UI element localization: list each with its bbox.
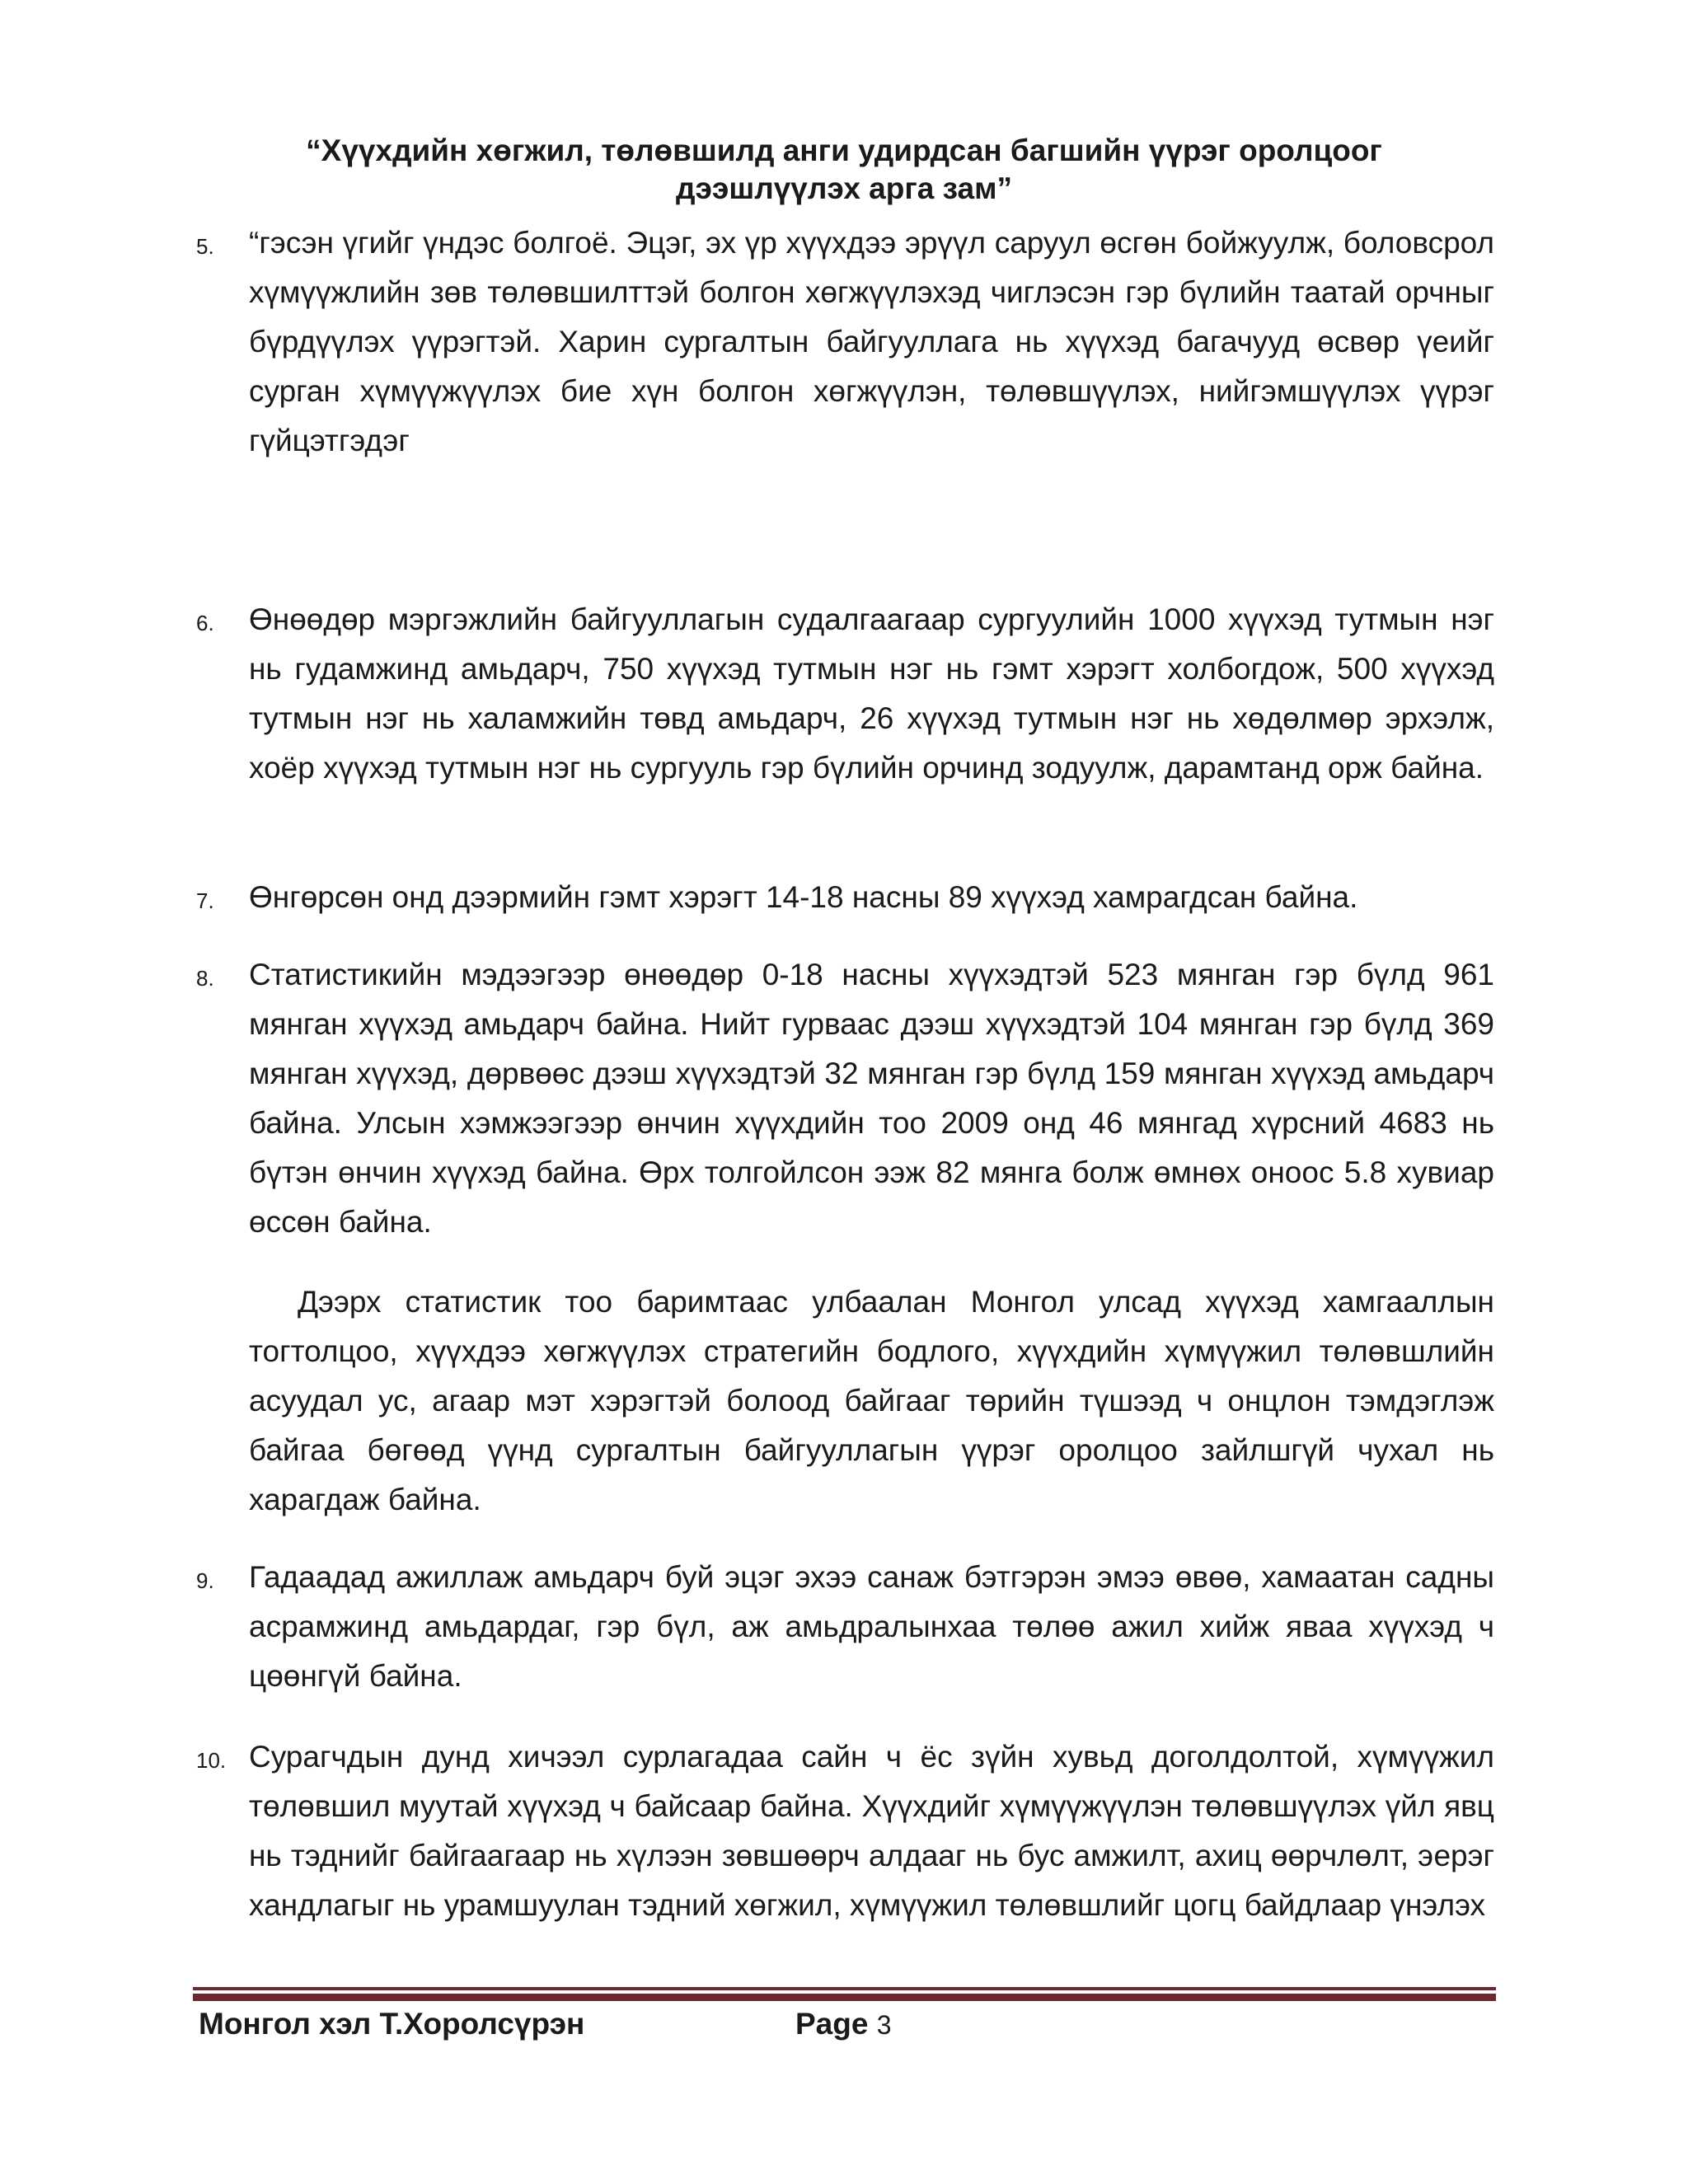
footer-page-number: 3 [876,2010,892,2040]
footer-author: Монгол хэл Т.Хоролсүрэн [199,2007,585,2041]
list-item-10 [196,1732,1494,1930]
list-item-7 [196,873,1494,922]
footer-rule-thick [193,1994,1496,2001]
statistics-summary-paragraph: Дээрх статистик тоо баримтаас улбаалан Монгол улсад хүүхэд хамгааллын тогтолцоо, хүүхдээ хөгжүүлэх стратегийн бодлого, хүүхдийн хүмүүжил төлөвшлийн асуудал ус, агаар мэт хэрэгтэй болоод байгааг төрийн түшээд ч онцлон тэмдэглэж байгаа бөгөөд үүнд сургалтын байгууллагын үүрэг оролцоо зайлшгүй чухал нь харагдаж байна. [249,1285,1494,1516]
footer-rule-thin [193,1987,1496,1990]
list-item-5 [196,218,1494,466]
list-item-8 [196,950,1494,1247]
footer-page [795,2007,892,2041]
list-item-9 [196,1553,1494,1701]
list-item-number: 5. [196,234,214,259]
list-item-text: “гэсэн үгийг үндэс болгоё. Эцэг, эх үр хүүхдээ эрүүл саруул өсгөн бойжуулж, боловсрол хүмүүжлийн зөв төлөвшилттэй болгон хөгжүүлэхэд чиглэсэн гэр бүлийн таатай орчныг бүрдүүлэх үүрэгтэй. Харин сургалтын байгууллага нь хүүхэд багачууд өсвөр үеийг сурган хүмүүжүүлэх бие хүн болгон хөгжүүлэн, төлөвшүүлэх, нийгэмшүүлэх үүрэг гүйцэтгэдэг [249,226,1494,457]
list-item-number: 7. [196,888,214,913]
document-title [0,132,1688,208]
list-item-text: Статистикийн мэдээгээр өнөөдөр 0-18 насны хүүхэдтэй 523 мянган гэр бүлд 961 мянган хүүхэд амьдарч байна. Нийт гурваас дээш хүүхэдтэй 104 мянган гэр бүлд 369 мянган хүүхэд, дөрвөөс дээш хүүхэдтэй 32 мянган гэр бүлд 159 мянган хүүхэд амьдарч байна. Улсын хэмжээгээр өнчин хүүхдийн тоо 2009 онд 46 мянгад хүрсний 4683 нь бүтэн өнчин хүүхэд байна. Өрх толгойлсон ээж 82 мянга болж өмнөх оноос 5.8 хувиар өссөн байна. [249,958,1494,1239]
list-item-text: Гадаадад ажиллаж амьдарч буй эцэг эхээ санаж бэтгэрэн эмээ өвөө, хамаатан садны асрамжинд амьдардаг, гэр бүл, аж амьдралынхаа төлөө ажил хийж яваа хүүхэд ч цөөнгүй байна. [249,1560,1494,1693]
list-item-text: Өнгөрсөн онд дээрмийн гэмт хэрэгт 14-18 насны 89 хүүхэд хамрагдсан байна. [249,880,1358,914]
list-item-text: Өнөөдөр мэргэжлийн байгууллагын судалгаагаар сургуулийн 1000 хүүхэд тутмын нэг нь гудамжинд амьдарч, 750 хүүхэд тутмын нэг нь гэмт хэрэгт холбогдож, 500 хүүхэд тутмын нэг нь халамжийн төвд амьдарч, 26 хүүхэд тутмын нэг нь хөдөлмөр эрхэлж, хоёр хүүхэд тутмын нэг нь сургууль гэр бүлийн орчинд зодуулж, дарамтанд орж байна. [249,602,1494,785]
list-item-number: 8. [196,966,214,991]
footer-page-label: Page [795,2007,869,2041]
title-line-2: дээшлүүлэх арга зам” [676,171,1012,205]
list-item-number: 10. [196,1748,227,1773]
list-item-number: 9. [196,1568,214,1593]
list-item-number: 6. [196,611,214,635]
title-line-1: “Хүүхдийн хөгжил, төлөвшилд анги удирдсан багшийн үүрэг оролцоог [306,134,1382,167]
list-item-text: Сурагчдын дунд хичээл сурлагадаа сайн ч ёс зүйн хувьд доголдолтой, хүмүүжил төлөвшил муутай хүүхэд ч байсаар байна. Хүүхдийг хүмүүжүүлэн төлөвшүүлэх үйл явц нь тэднийг байгаагаар нь хүлээн зөвшөөрч алдааг нь бус амжилт, ахиц өөрчлөлт, эерэг хандлагыг нь урамшуулан тэдний хөгжил, хүмүүжил төлөвшлийг цогц байдлаар үнэлэх [249,1740,1494,1922]
list-item-6 [196,595,1494,793]
